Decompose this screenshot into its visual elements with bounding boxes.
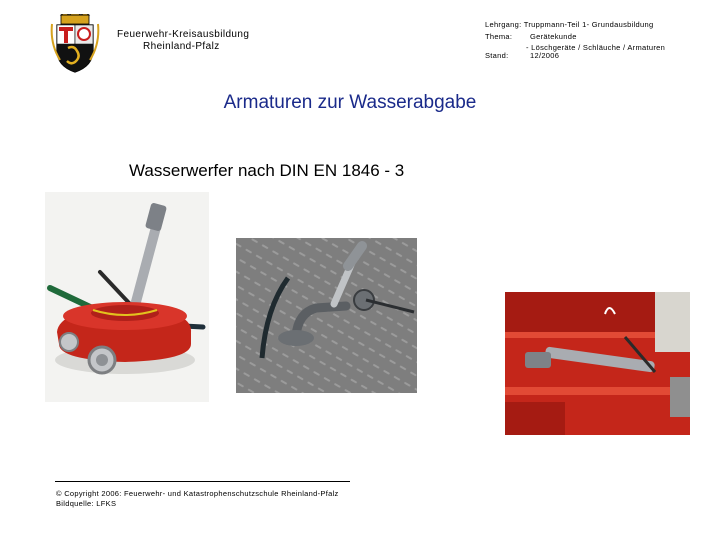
topic-value-line-2: - Löschgeräte / Schläuche / Armaturen [526, 43, 666, 52]
course-label: Lehrgang: Truppmann-Teil 1- Grundausbildung [485, 20, 654, 29]
org-line-2: Rheinland-Pfalz [143, 41, 220, 52]
footer-copyright: © Copyright 2006: Feuerwehr- und Katastrophenschutzschule Rheinland-Pfalz [56, 489, 339, 498]
date-label: Stand: [485, 51, 509, 60]
monitor-on-vehicle-photo [505, 292, 690, 435]
coat-of-arms-icon [50, 14, 100, 74]
footer-divider [55, 481, 350, 482]
slide-title: Armaturen zur Wasserabgabe [223, 92, 477, 113]
monitor-standalone-photo [45, 192, 209, 402]
topic-value-line-1: Gerätekunde [530, 32, 577, 41]
footer-image-source: Bildquelle: LFKS [56, 499, 117, 508]
org-line-1: Feuerwehr-Kreisausbildung [117, 29, 250, 40]
slide-subtitle: Wasserwerfer nach DIN EN 1846 - 3 [129, 161, 405, 180]
date-value: 12/2006 [530, 51, 560, 60]
monitor-on-floor-plate-photo [236, 238, 417, 393]
topic-label: Thema: [485, 32, 513, 41]
